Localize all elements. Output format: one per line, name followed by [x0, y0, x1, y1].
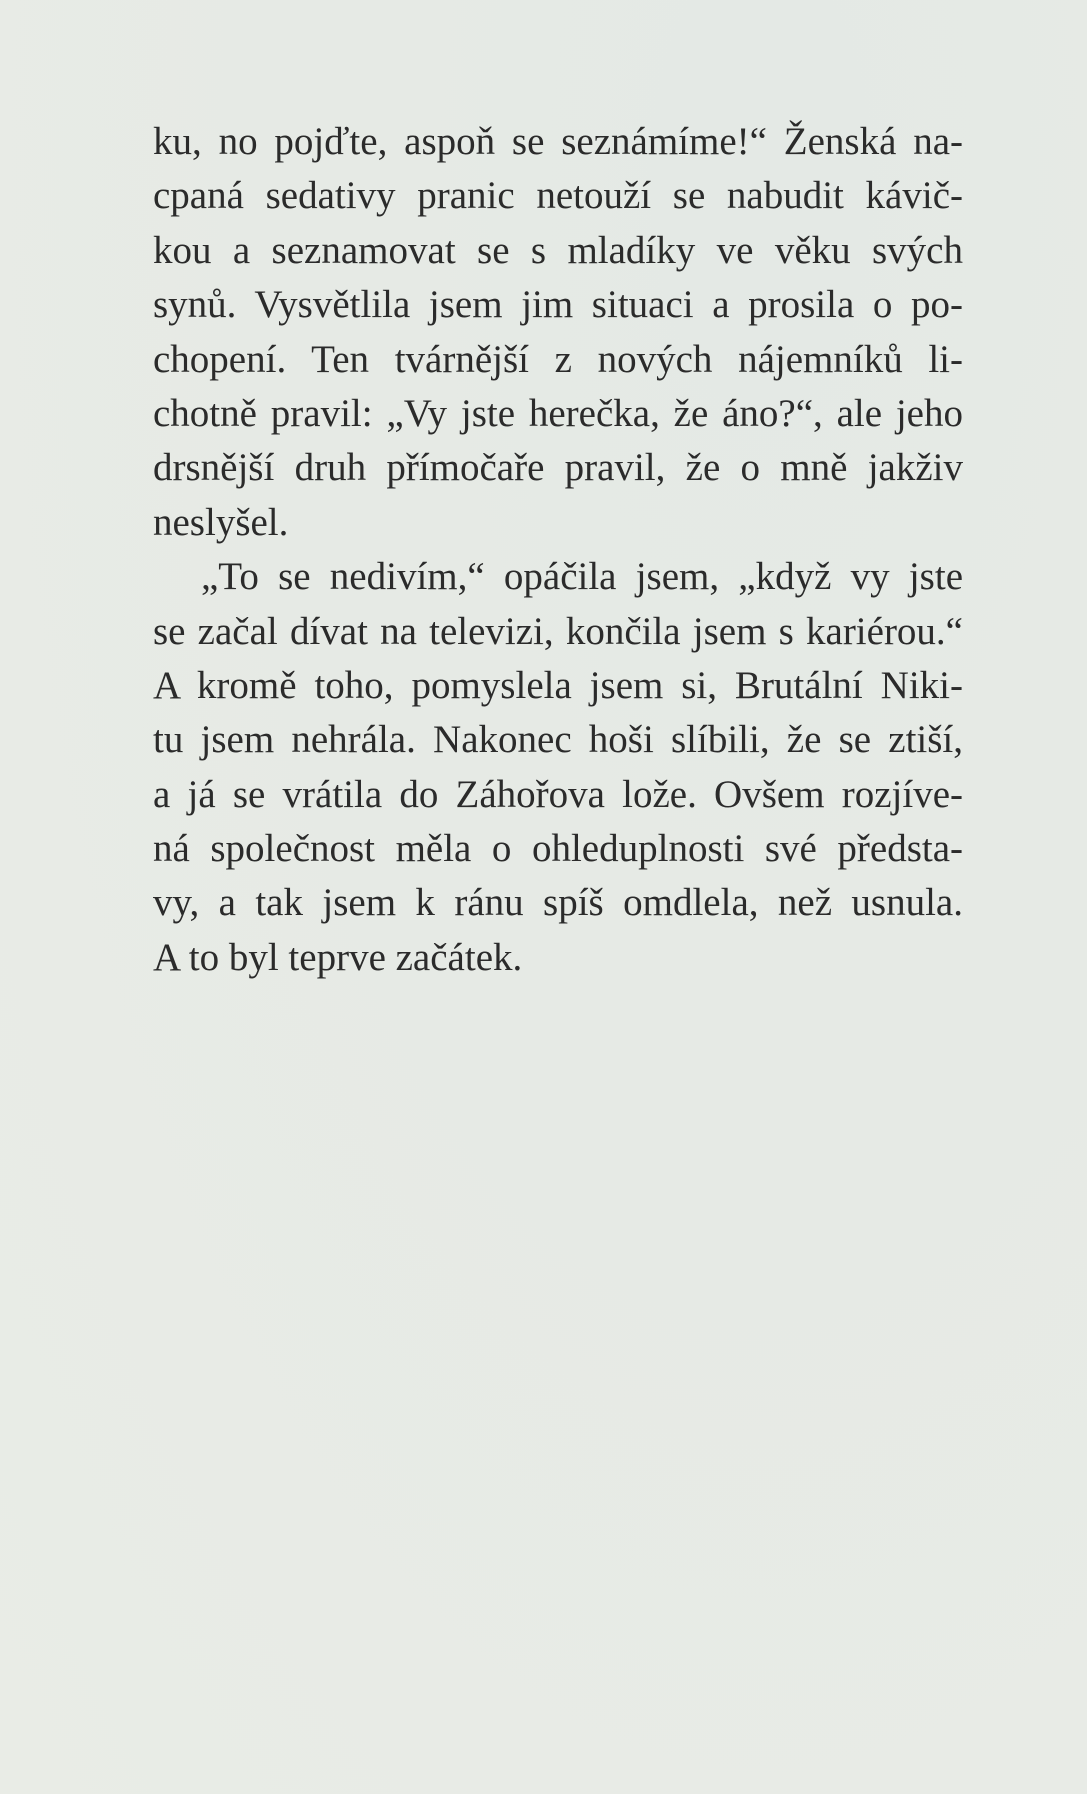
- text-line: A kromě toho, pomyslela jsem si, Brutální Niki-: [153, 663, 963, 707]
- text-line: vy, a tak jsem k ránu spíš omdlela, než usnula.: [153, 881, 963, 925]
- text-line: synů. Vysvětlila jsem jim situaci a prosila o po-: [153, 283, 963, 327]
- text-line: chotně pravil: „Vy jste herečka, že áno?“, ale jeho: [153, 391, 963, 435]
- paragraph-end-line: A to byl teprve začátek.: [153, 935, 523, 979]
- body-text: [153, 115, 963, 985]
- paragraph-start-line: „To se nedivím,“ opáčila jsem, „když vy jste: [201, 555, 963, 599]
- text-line: se začal dívat na televizi, končila jsem s kariérou.“: [153, 609, 963, 653]
- text-line: tu jsem nehrála. Nakonec hoši slíbili, že se ztiší,: [153, 718, 963, 762]
- text-line: drsnější druh přímočaře pravil, že o mně jakživ: [153, 446, 963, 490]
- paragraph-end-line: neslyšel.: [153, 500, 289, 544]
- text-line: chopení. Ten tvárnější z nových nájemníků li-: [153, 337, 963, 381]
- text-line: ná společnost měla o ohleduplnosti své předsta-: [153, 827, 963, 871]
- text-line: kou a seznamovat se s mladíky ve věku svých: [153, 228, 963, 272]
- text-line: ku, no pojďte, aspoň se seznámíme!“ Ženská na-: [153, 120, 963, 163]
- text-line: a já se vrátila do Záhořova lože. Ovšem rozjíve-: [153, 772, 963, 816]
- text-line: cpaná sedativy pranic netouží se nabudit kávič-: [153, 174, 963, 218]
